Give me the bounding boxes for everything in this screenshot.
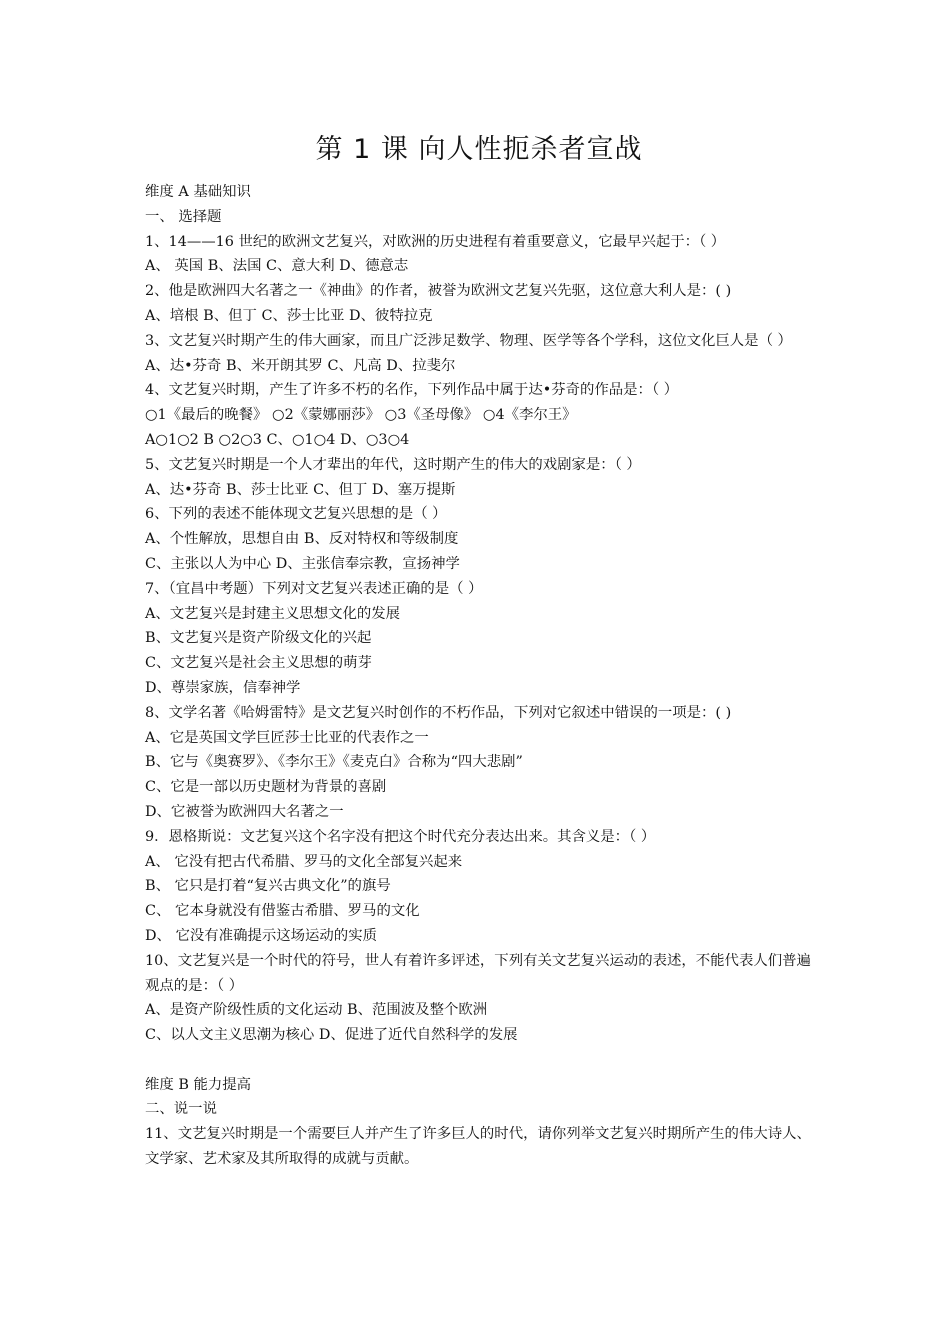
text-line: 5、文艺复兴时期是一个人才辈出的年代，这时期产生的伟大的戏剧家是：（ ） (145, 456, 641, 473)
text-line: 3、文艺复兴时期产生的伟大画家，而且广泛涉足数学、物理、医学等各个学科，这位文化巨人是（ ） (145, 332, 792, 349)
document-body (145, 180, 813, 1172)
page-title: 第 1 课 向人性扼杀者宣战 (315, 134, 643, 165)
text-line: 2、他是欧洲四大名著之一《神曲》的作者，被誉为欧洲文艺复兴先驱，这位意大利人是：( ) (145, 283, 732, 300)
text-line: A、它是英国文学巨匠莎士比亚的代表作之一 (145, 729, 429, 746)
text-line: A、个性解放，思想自由 B、反对特权和等级制度 (145, 531, 459, 548)
text-line: 6、下列的表述不能体现文艺复兴思想的是（ ） (145, 506, 447, 523)
text-line: A、达•芬奇 B、米开朗其罗 C、凡高 D、拉斐尔 (145, 357, 456, 374)
blank-line (145, 1048, 813, 1073)
text-line: C、主张以人为中心 D、主张信奉宗教，宣扬神学 (145, 555, 460, 572)
text-line: C、它是一部以历史题材为背景的喜剧 (145, 779, 387, 796)
text-line: 11、文艺复兴时期是一个需要巨人并产生了许多巨人的时代，请你列举文艺复兴时期所产生的伟大诗人、文学家、艺术家及其所取得的成就与贡献。 (145, 1126, 811, 1168)
text-line: C、以人文主义思潮为核心 D、促进了近代自然科学的发展 (145, 1027, 518, 1044)
text-line: D、 它没有准确提示这场运动的实质 (145, 927, 377, 944)
text-line: 维度 B 能力提高 (145, 1076, 252, 1093)
text-line: B、 它只是打着“复兴古典文化”的旗号 (145, 878, 391, 895)
text-line: A、 英国 B、法国 C、意大利 D、德意志 (145, 258, 409, 275)
text-line: ○1《最后的晚餐》 ○2《蒙娜丽莎》 ○3《圣母像》 ○4《李尔王》 (145, 407, 577, 424)
text-line: A、 它没有把古代希腊、罗马的文化全部复兴起来 (145, 853, 463, 870)
document-page (145, 130, 813, 1172)
text-line: B、文艺复兴是资产阶级文化的兴起 (145, 630, 372, 647)
text-line: 7、（宜昌中考题）下列对文艺复兴表述正确的是（ ） (145, 580, 483, 597)
text-line: D、它被誉为欧洲四大名著之一 (145, 803, 344, 820)
text-line: 9．恩格斯说：文艺复兴这个名字没有把这个时代充分表达出来。其含义是：（ ） (145, 828, 656, 845)
text-line: 一、 选择题 (145, 208, 222, 225)
text-line: D、尊崇家族，信奉神学 (145, 679, 301, 696)
text-line: 10、文艺复兴是一个时代的符号，世人有着许多评述，下列有关文艺复兴运动的表述，不能代表人们普遍观点的是：（ ） (145, 952, 811, 994)
text-line: A、培根 B、但丁 C、莎士比亚 D、彼特拉克 (145, 307, 433, 324)
text-line: A、是资产阶级性质的文化运动 B、范围波及整个欧洲 (145, 1002, 488, 1019)
text-line: 8、文学名著《哈姆雷特》是文艺复兴时创作的不朽作品，下列对它叙述中错误的一项是：( ) (145, 704, 732, 721)
text-line: 维度 A 基础知识 (145, 184, 251, 200)
text-line: A○1○2 B ○2○3 C、○1○4 D、○3○4 (145, 431, 410, 448)
text-line: B、它与《奥赛罗》、《李尔王》《麦克白》合称为“四大悲剧” (145, 754, 523, 771)
text-line: C、 它本身就没有借鉴古希腊、罗马的文化 (145, 903, 420, 920)
text-line: A、达•芬奇 B、莎士比亚 C、但丁 D、塞万提斯 (145, 481, 456, 498)
text-line: 1、14——16 世纪的欧洲文艺复兴，对欧洲的历史进程有着重要意义，它最早兴起于：（ ） (145, 233, 726, 250)
text-line: 4、文艺复兴时期，产生了许多不朽的名作，下列作品中属于达•芬奇的作品是：（ ） (145, 382, 679, 399)
text-line: 二、说一说 (145, 1101, 217, 1118)
text-line: A、文艺复兴是封建主义思想文化的发展 (145, 605, 401, 622)
text-line: C、文艺复兴是社会主义思想的萌芽 (145, 655, 372, 672)
